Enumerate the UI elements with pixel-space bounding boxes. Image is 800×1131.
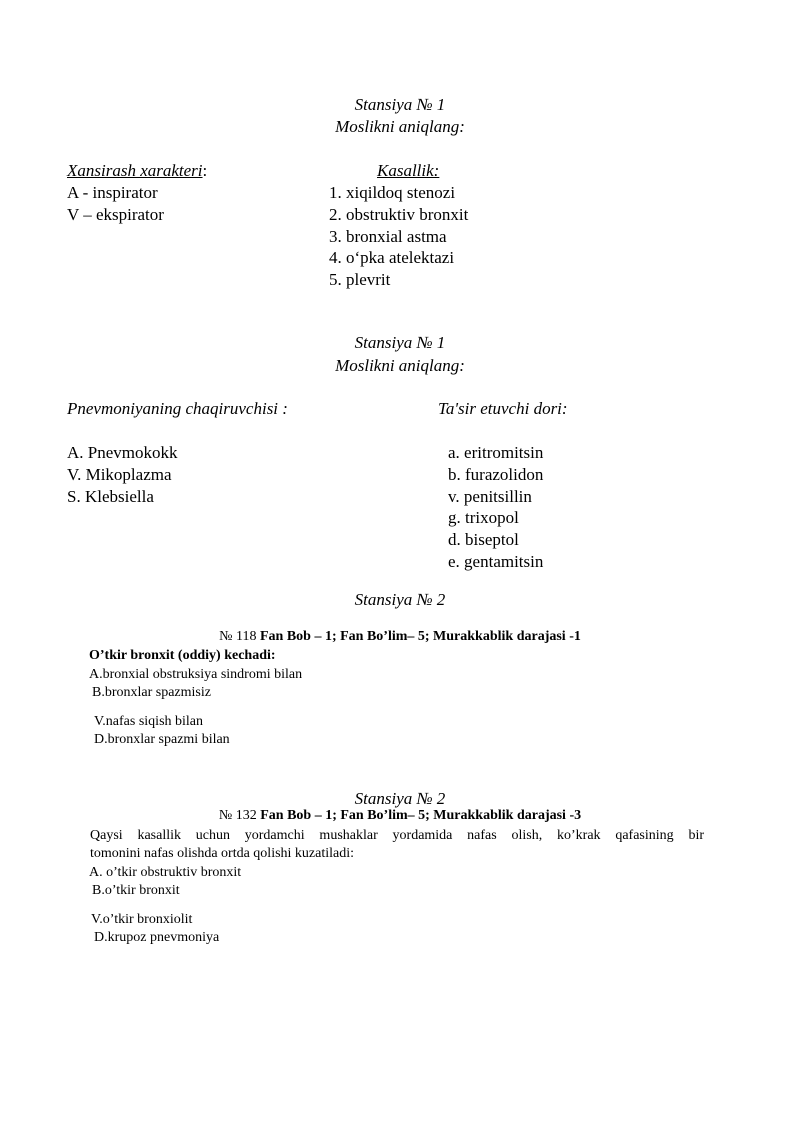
station1a-left-header <box>67 161 207 181</box>
station2b-options-2 <box>91 911 219 946</box>
station1a-left-list <box>67 182 164 226</box>
option: D.krupoz pnevmoniya <box>94 929 220 945</box>
option: A. o’tkir obstruktiv bronxit <box>89 865 242 880</box>
list-item: e. gentamitsin <box>448 551 544 571</box>
option: V.o’tkir bronxiolit <box>91 912 193 927</box>
station1b-left-list <box>67 442 178 507</box>
list-item: A - inspirator <box>67 183 158 202</box>
question-number: № 118 <box>219 629 257 644</box>
list-item: 1. xiqildoq stenozi <box>329 183 456 202</box>
left-header-text: Xansirash xarakteri <box>67 161 203 180</box>
station2a-options-1 <box>89 666 302 701</box>
question-meta: Fan Bob – 1; Fan Bo’lim– 5; Murakkablik darajasi -1 <box>259 629 581 644</box>
list-item: d. biseptol <box>448 530 519 550</box>
station1b-subtitle: Moslikni aniqlang: <box>335 356 465 375</box>
list-item: 5. plevrit <box>329 270 391 290</box>
station1b-right-list <box>448 442 543 573</box>
station2a-title: Stansiya № 2 <box>354 590 446 609</box>
option: B.bronxlar spazmisiz <box>92 684 211 700</box>
station2a-meta-line <box>0 629 800 645</box>
list-item: a. eritromitsin <box>448 443 544 462</box>
station1a-right-header: Kasallik: <box>377 161 440 180</box>
station2b-meta-line <box>0 808 800 824</box>
option: D.bronxlar spazmi bilan <box>94 731 230 747</box>
station2b-question-2: tomonini nafas olishda ortda qolishi kuzatiladi: <box>90 846 355 861</box>
list-item: b. furazolidon <box>448 464 544 484</box>
station1b-right-header: Ta'sir etuvchi dori: <box>438 399 568 418</box>
left-header-colon: : <box>202 161 208 180</box>
station2a-question: O’tkir bronxit (oddiy) kechadi: <box>89 648 276 663</box>
list-item: V – ekspirator <box>67 204 164 224</box>
station1a-right-list <box>329 182 468 291</box>
list-item: g. trixopol <box>448 508 519 528</box>
station1a-title: Stansiya № 1 <box>354 95 446 114</box>
list-item: A. Pnevmokokk <box>67 443 178 462</box>
list-item: v. penitsillin <box>448 486 532 506</box>
station1a-subtitle: Moslikni aniqlang: <box>335 117 465 136</box>
list-item: V. Mikoplazma <box>67 464 172 484</box>
question-meta: Fan Bob – 1; Fan Bo’lim– 5; Murakkablik darajasi -3 <box>260 808 582 823</box>
station1b-left-header: Pnevmoniyaning chaqiruvchisi : <box>67 399 288 418</box>
station2b-question <box>90 826 704 845</box>
question-number: № 132 <box>218 808 257 823</box>
question-line: Qaysi kasallik uchun yordamchi mushaklar yordamida nafas olish, ko’krak qafasining bir <box>90 828 704 843</box>
list-item: 4. o‘pka atelektazi <box>329 248 455 268</box>
station1b-title: Stansiya № 1 <box>354 333 446 352</box>
list-item: S. Klebsiella <box>67 486 154 506</box>
list-item: 2. obstruktiv bronxit <box>329 204 469 224</box>
station2a-options-2 <box>94 713 230 748</box>
list-item: 3. bronxial astma <box>329 226 447 246</box>
option: B.o’tkir bronxit <box>92 882 180 898</box>
option: V.nafas siqish bilan <box>94 714 204 729</box>
station2b-options-1 <box>89 864 241 899</box>
station2b-title: Stansiya № 2 <box>354 789 446 808</box>
option: A.bronxial obstruksiya sindromi bilan <box>89 667 303 682</box>
